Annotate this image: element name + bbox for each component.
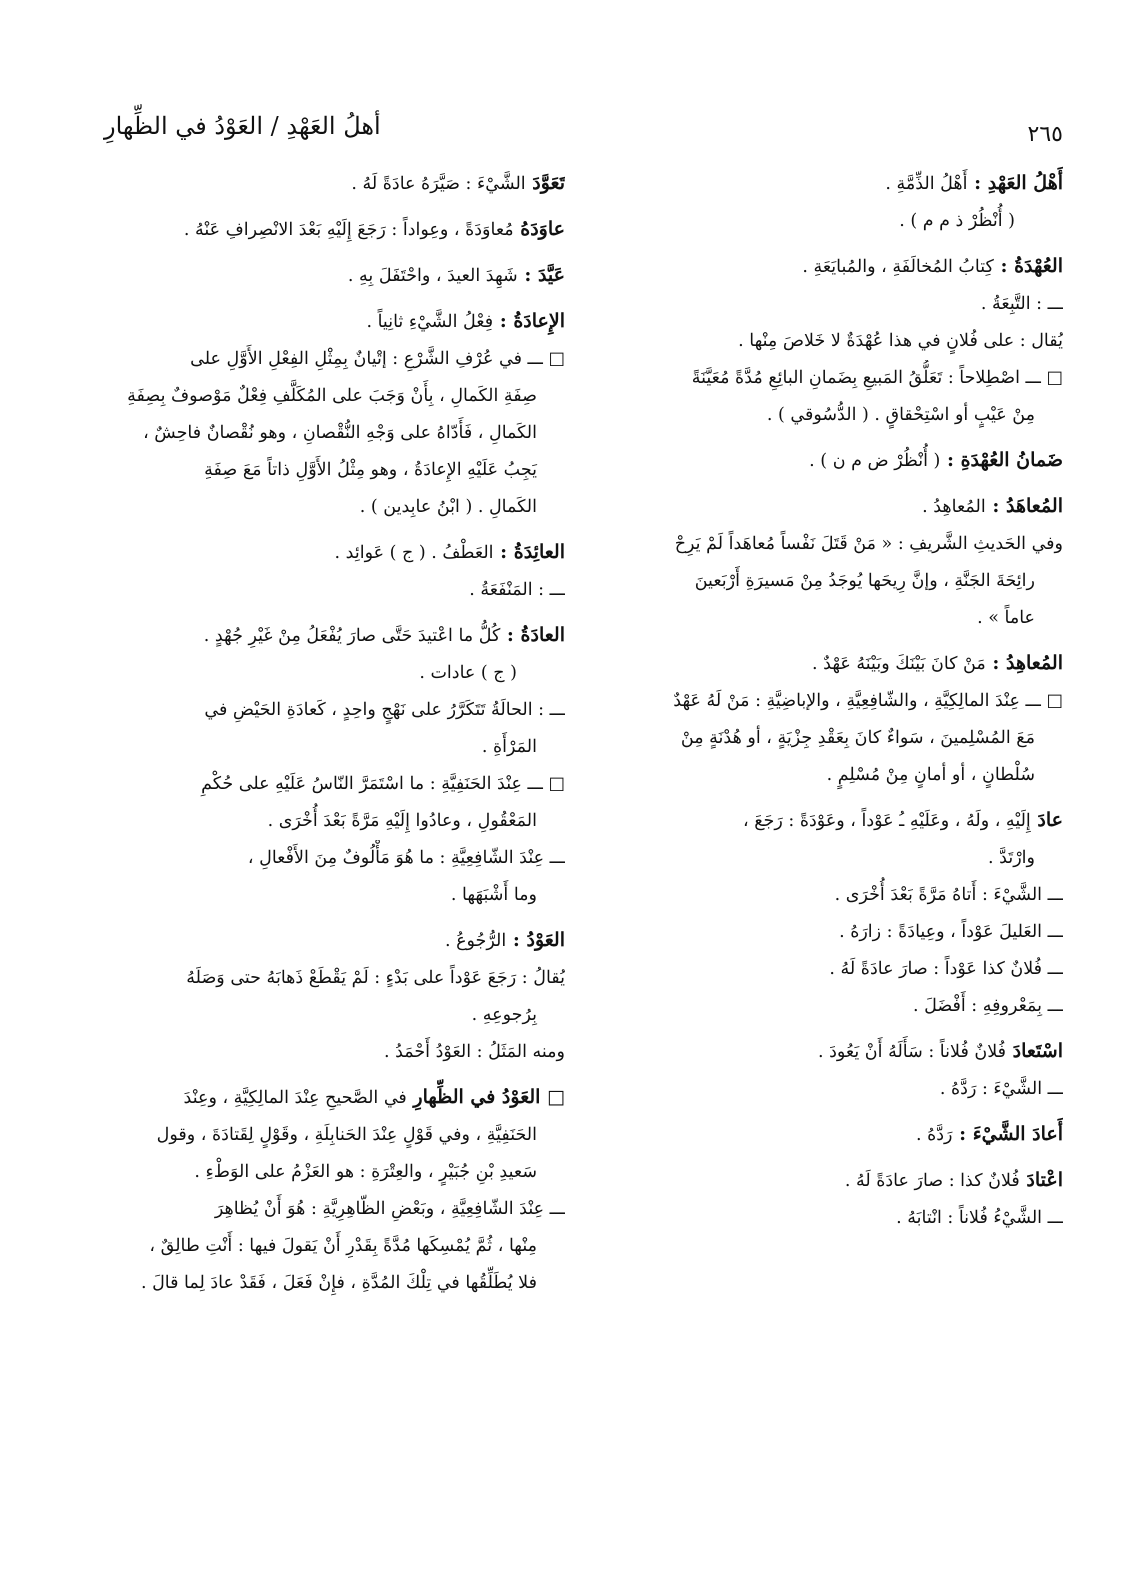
entry-line <box>615 1116 1063 1154</box>
entry-line: يُقال : على فُلانٍ في هذا عُهْدَةٌ لا خَلاصَ مِنْها . <box>738 331 1063 351</box>
dictionary-entry <box>615 1162 1063 1237</box>
entry-definition: ( أُنْظُرْ ض م ن ) . <box>809 451 941 471</box>
entry-line: وارْتَدَّ . <box>988 848 1035 868</box>
entry-headword: العادَةُ : <box>500 624 565 646</box>
entry-definition: أَهْلُ الذِّمَّةِ . <box>885 174 968 194</box>
entry-line: وفي الحَديثِ الشَّريفِ : « مَنْ قَتَلَ نَفْساً مُعاهَداً لَمْ يَرِحْ <box>674 534 1063 554</box>
entry-line: بِرُجوعِهِ . <box>471 1005 537 1025</box>
entry-definition: كِتابُ المُخالَفَةِ ، والمُبايَعَةِ . <box>802 257 994 277</box>
entry-line: الكَمالِ . ( ابْنُ عابِدين ) . <box>359 497 537 517</box>
entry-line: فلا يُطَلِّقُها في تِلْكَ المُدَّةِ ، فإِنْ فَعَلَ ، فَقَدْ عادَ لِما قالَ . <box>140 1273 537 1293</box>
entry-line: □ ـــ اصْطِلاحاً : تَعَلُّقُ المَبيعِ بِضَمانِ البائِعِ مُدَّةً مُعَيَّنَةً <box>691 368 1063 388</box>
dictionary-entry <box>615 1116 1063 1154</box>
entry-line: الكَمالِ ، فَأَدّاهُ على وَجْهِ النُّقْصانِ ، وهو نُقْصانٌ فاحِشٌ ، <box>143 423 537 443</box>
entry-line <box>107 257 565 295</box>
entry-line: مَعَ المُسْلِمينَ ، سَواءٌ كانَ بِعَقْدِ جِزْيَةٍ ، أو هُدْنَةٍ مِنْ <box>680 728 1035 748</box>
entry-definition: الشَّيْءَ : صَيَّرَهُ عادَةً لَهُ . <box>351 174 526 194</box>
entry-line <box>107 211 565 249</box>
running-head: أهلُ العَهْدِ / العَوْدُ في الظِّهارِ <box>104 112 381 140</box>
dictionary-entry <box>615 1033 1063 1108</box>
entry-line <box>107 617 565 655</box>
dictionary-entry <box>107 534 565 609</box>
entry-line: يُقالُ : رَجَعَ عَوْداً على بَدْءٍ : لَمْ يَقْطَعْ ذَهابَهُ حتى وَصَلَهُ <box>186 968 565 988</box>
entry-headword: أَعادَ الشَّيْءَ : <box>952 1123 1063 1145</box>
dictionary-entry <box>107 922 565 1071</box>
entry-headword: □ العَوْدُ في الظِّهارِ <box>406 1086 565 1108</box>
dictionary-entry <box>615 488 1063 637</box>
entry-headword: عادَ <box>1030 809 1063 831</box>
entry-definition: فِعْلُ الشَّيْءِ ثانِياً . <box>366 312 494 332</box>
entry-line <box>615 1033 1063 1071</box>
entry-line: المَرْأَةِ . <box>481 737 537 757</box>
left-column <box>107 165 565 1310</box>
entry-line: ـــ : المَنْفَعَةُ . <box>469 580 565 600</box>
entry-line <box>615 442 1063 480</box>
dictionary-entry <box>107 257 565 295</box>
entry-line: ـــ بِمَعْروفِهِ : أَفْضَلَ . <box>912 996 1063 1016</box>
entry-line: □ ـــ في عُرْفِ الشَّرْعِ : إتْيانٌ بِمِثْلِ الفِعْلِ الأَوَّلِ على <box>190 349 565 369</box>
entry-line: ـــ الشَّيْءَ : رَدَّهُ . <box>939 1079 1063 1099</box>
dictionary-entry <box>107 165 565 203</box>
entry-headword: الإِعادَةُ : <box>493 310 565 332</box>
entry-line: ( ج ) عادات . <box>419 663 517 683</box>
entry-line: □ ـــ عِنْدَ الحَنَفِيَّةِ : ما اسْتَمَرَّ النّاسُ عَلَيْهِ على حُكْمِ <box>201 774 565 794</box>
dictionary-entry <box>107 1079 565 1302</box>
entry-headword: أَهْلُ العَهْدِ : <box>967 172 1063 194</box>
entry-definition: العَطْفُ . ( ج ) عَوائِد . <box>334 543 494 563</box>
entry-line <box>615 248 1063 286</box>
entry-line: ـــ الشَّيْءَ : أَتاهُ مَرَّةً بَعْدَ أُخْرَى . <box>834 885 1063 905</box>
entry-definition: في الصَّحيحِ عِنْدَ المالِكِيَّةِ ، وعِنْدَ <box>183 1088 407 1108</box>
dictionary-entry <box>107 211 565 249</box>
entry-line <box>107 1079 565 1117</box>
entry-headword: اعْتادَ <box>1019 1169 1063 1191</box>
entry-line: عاماً » . <box>977 608 1035 628</box>
entry-line: ـــ : الحالَةُ تَتَكَرَّرُ على نَهْجٍ واحِدٍ ، كَعادَةِ الحَيْضِ في <box>204 700 565 720</box>
entry-line: صِفَةِ الكَمالِ ، بِأَنْ وَجَبَ على المُكَلَّفِ فِعْلٌ مَوْصوفٌ بِصِفَةِ <box>127 386 537 406</box>
entry-line: ( أُنْظُرْ ذ م م ) . <box>899 211 1015 231</box>
dictionary-entry <box>107 303 565 526</box>
entry-headword: العُهْدَةُ : <box>993 255 1063 277</box>
right-column <box>615 165 1063 1245</box>
entry-definition: فُلانٌ كذا : صارَ عادَةً لَهُ . <box>844 1171 1020 1191</box>
entry-headword: المُعاهِدُ : <box>985 652 1063 674</box>
entry-definition: فُلانٌ فُلاناً : سَأَلَهُ أَنْ يَعُودَ . <box>817 1042 1007 1062</box>
entry-line <box>107 534 565 572</box>
entry-definition: المُعاهِدُ . <box>922 497 986 517</box>
entry-line: ـــ : التَّبِعَةُ . <box>980 294 1063 314</box>
entry-definition: الرُّجُوعُ . <box>444 931 507 951</box>
entry-definition: مَنْ كانَ بَيْنَكَ وبَيْنَهُ عَهْدٌ . <box>812 654 986 674</box>
entry-definition: إِلَيْهِ ، ولَهُ ، وعَلَيْهِ ـُ عَوْداً ، وعَوْدَةً : رَجَعَ ، <box>743 811 1031 831</box>
dictionary-entry <box>107 617 565 914</box>
dictionary-entry <box>615 248 1063 434</box>
entry-line: سَعيدِ بْنِ جُبَيْرٍ ، والعِتْرَةِ : هو العَزْمُ على الوَطْءِ . <box>194 1162 537 1182</box>
entry-headword: ضَمانُ العُهْدَةِ : <box>940 449 1063 471</box>
entry-line: ـــ فُلانٌ كذا عَوْداً : صارَ عادَةً لَهُ . <box>829 959 1063 979</box>
entry-headword: اسْتَعادَ <box>1006 1040 1063 1062</box>
entry-line: رائِحَةَ الجَنَّةِ ، وإنَّ رِيحَها يُوجَدُ مِنْ مَسيرَةِ أَرْبَعينَ <box>694 571 1035 591</box>
dictionary-entry <box>615 645 1063 794</box>
entry-headword: العائِدَةُ : <box>493 541 565 563</box>
page-number: ٢٦٥ <box>1027 122 1063 147</box>
entry-line: مِنْها ، ثُمَّ يُمْسِكَها مُدَّةً بِقَدْرِ أَنْ يَقولَ فيها : أَنْتِ طالِقٌ ، <box>149 1236 537 1256</box>
dictionary-entry <box>615 165 1063 240</box>
entry-line <box>615 1162 1063 1200</box>
dictionary-entry <box>615 802 1063 1025</box>
entry-line <box>107 303 565 341</box>
entry-line: ومنه المَثَلُ : العَوْدُ أَحْمَدُ . <box>383 1042 565 1062</box>
entry-headword: تَعَوَّدَ <box>525 172 565 194</box>
entry-line: ـــ عِنْدَ الشّافِعِيَّةِ : ما هُوَ مَأْلُوفٌ مِنَ الأَفْعالِ ، <box>247 848 565 868</box>
entry-line <box>615 488 1063 526</box>
entry-headword: عاوَدَهُ <box>513 218 565 240</box>
entry-line: يَجِبُ عَلَيْهِ الإِعادَةُ ، وهو مِثْلُ الأَوَّلِ ذاتاً مَعَ صِفَةِ <box>204 460 537 480</box>
entry-line: الحَنَفِيَّةِ ، وفي قَوْلٍ عِنْدَ الحَنابِلَةِ ، وقَوْلٍ لِقَتادَةَ ، وقول <box>156 1125 537 1145</box>
entry-line: وما أَشْبَهَها . <box>450 885 537 905</box>
entry-line: المَعْقُولِ ، وعادُوا إِلَيْهِ مَرَّةً بَعْدَ أُخْرَى . <box>267 811 537 831</box>
entry-line <box>615 802 1063 840</box>
entry-line: ـــ العَليلَ عَوْداً ، وعِيادَةً : زارَهُ . <box>839 922 1063 942</box>
entry-line <box>615 165 1063 203</box>
entry-line: ـــ عِنْدَ الشّافِعِيَّةِ ، وبَعْضِ الظّاهِرِيَّةِ : هُوَ أَنْ يُظاهِرَ <box>214 1199 565 1219</box>
entry-line <box>615 645 1063 683</box>
entry-line: سُلْطانٍ ، أو أمانٍ مِنْ مُسْلِمٍ . <box>826 765 1035 785</box>
entry-definition: شَهِدَ العيدَ ، واحْتَفَلَ بِهِ . <box>347 266 518 286</box>
entry-line: □ ـــ عِنْدَ المالِكِيَّةِ ، والشّافِعِيَّةِ ، والإباضِيَّةِ : مَنْ لَهُ عَهْدٌ <box>673 691 1063 711</box>
entry-line: مِنْ عَيْبٍ أو اسْتِحْقاقٍ . ( الدُّسُوقي ) . <box>766 405 1035 425</box>
entry-definition: كُلُّ ما اعْتيدَ حَتَّى صارَ يُفْعَلُ مِنْ غَيْرِ جُهْدٍ . <box>203 626 501 646</box>
entry-definition: مُعاوَدَةً ، وعِواداً : رَجَعَ إِلَيْهِ بَعْدَ الانْصِرافِ عَنْهُ . <box>183 220 514 240</box>
entry-line <box>107 165 565 203</box>
entry-line: ـــ الشَّيْءُ فُلاناً : انْتابَهُ . <box>896 1208 1063 1228</box>
entry-headword: العَوْدُ : <box>506 929 565 951</box>
entry-headword: عَيَّدَ : <box>517 264 565 286</box>
entry-line <box>107 922 565 960</box>
entry-headword: المُعاهَدُ : <box>985 495 1063 517</box>
entry-definition: رَدَّهُ . <box>915 1125 953 1145</box>
dictionary-entry <box>615 442 1063 480</box>
